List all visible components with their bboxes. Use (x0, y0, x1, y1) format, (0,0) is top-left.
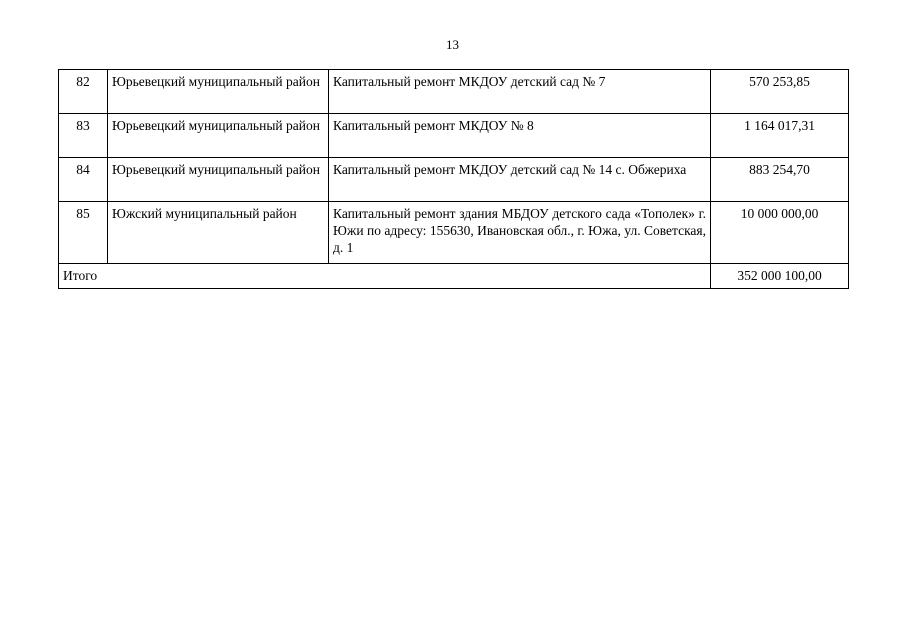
row-number: 84 (59, 158, 108, 202)
table-row (59, 70, 849, 114)
funding-table (58, 69, 849, 289)
row-number: 83 (59, 114, 108, 158)
amount-value: 1 164 017,31 (711, 114, 849, 158)
page-number: 13 (446, 37, 459, 52)
total-amount: 352 000 100,00 (711, 264, 849, 289)
object-description: Капитальный ремонт МКДОУ № 8 (329, 114, 711, 158)
district-name: Юрьевецкий муниципальный район (108, 158, 329, 202)
row-number: 85 (59, 202, 108, 264)
district-name: Юрьевецкий муниципальный район (108, 70, 329, 114)
table-row (59, 158, 849, 202)
amount-value: 570 253,85 (711, 70, 849, 114)
table-row (59, 202, 849, 264)
total-label: Итого (59, 264, 711, 289)
object-description: Капитальный ремонт МКДОУ детский сад № 14 с. Обжериха (329, 158, 711, 202)
object-description: Капитальный ремонт МКДОУ детский сад № 7 (329, 70, 711, 114)
district-name: Юрьевецкий муниципальный район (108, 114, 329, 158)
district-name: Южский муниципальный район (108, 202, 329, 264)
table-row (59, 114, 849, 158)
object-description: Капитальный ремонт здания МБДОУ детского сада «Тополек» г. Южи по адресу: 155630, Ивановская обл., г. Южа, ул. Советская, д. 1 (329, 202, 711, 264)
amount-value: 883 254,70 (711, 158, 849, 202)
amount-value: 10 000 000,00 (711, 202, 849, 264)
total-row (59, 264, 849, 289)
row-number: 82 (59, 70, 108, 114)
